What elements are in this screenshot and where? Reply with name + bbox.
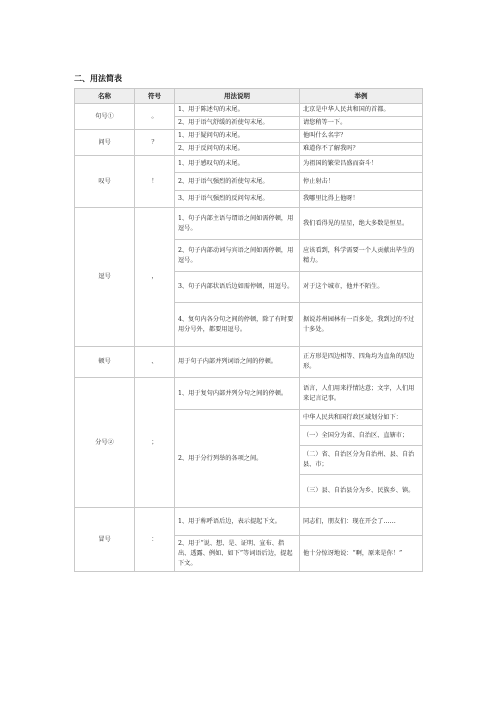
usage-example: 据说苏州园林有一百多处，我到过的不过十多处。 [300, 303, 423, 347]
punctuation-name: 逗号 [75, 208, 135, 347]
table-row [75, 378, 423, 410]
usage-example: 对于这个城市，他并不陌生。 [300, 272, 423, 303]
usage-example: 我们看得见的星星，绝大多数是恒星。 [300, 208, 423, 240]
header-name: 名称 [75, 89, 135, 104]
usage-example: 难道你不了解我吗？ [300, 143, 423, 156]
table-row [75, 156, 423, 173]
usage-example: 语言，人们用来抒情达意；文字，人们用来记言记事。 [300, 378, 423, 410]
usage-description: 1、用于称呼语后边，表示提起下文。 [175, 508, 300, 536]
section-title: 二、用法简表 [74, 74, 122, 83]
usage-description: 2、用于语气强烈的祈使句末尾。 [175, 173, 300, 191]
usage-description: 2、用于反问句的末尾。 [175, 143, 300, 156]
usage-example: 正方形是四边相等、四角均为直角的四边形。 [300, 347, 423, 378]
usage-example: 他叫什么名字？ [300, 130, 423, 143]
header-example: 举例 [300, 89, 423, 104]
usage-example: （一）全国分为省、自治区、直辖市； [300, 426, 423, 446]
usage-description: 1、用于复句内部并列分句之间的停顿。 [175, 378, 300, 410]
usage-example: 应该看到，科学需要一个人贡献出毕生的精力。 [300, 240, 423, 272]
usage-description: 3、句子内部状语后边如需停顿，用逗号。 [175, 272, 300, 303]
punctuation-name: 问号 [75, 130, 135, 156]
usage-description: 2、用于“说、想、是、证明、宣布、指出、透露、例如、如下”等词语后边，提起下文。 [175, 536, 300, 572]
punctuation-usage-table [74, 88, 423, 572]
usage-description: 2、用于语气舒缓的祈使句末尾。 [175, 117, 300, 130]
usage-description: 2、句子内部动词与宾语之间如需停顿，用逗号。 [175, 240, 300, 272]
punctuation-symbol: ， [135, 208, 175, 347]
usage-example: （二）省、自治区分为自治州、县、自治县、市； [300, 446, 423, 475]
punctuation-symbol: 。 [135, 104, 175, 130]
header-symbol: 符号 [135, 89, 175, 104]
table-row [75, 347, 423, 378]
punctuation-symbol: ！ [135, 156, 175, 208]
usage-example: 为祖国的繁荣昌盛而奋斗！ [300, 156, 423, 173]
usage-description: 3、用于语气强烈的反问句末尾。 [175, 191, 300, 208]
table-body [75, 104, 423, 572]
usage-example: （三）县、自治县分为乡、民族乡、镇。 [300, 475, 423, 508]
usage-example: 请您稍等一下。 [300, 117, 423, 130]
usage-description: 2、用于分行列举的各项之间。 [175, 410, 300, 508]
punctuation-name: 顿号 [75, 347, 135, 378]
usage-description: 1、用于疑问句的末尾。 [175, 130, 300, 143]
punctuation-symbol: ； [135, 378, 175, 508]
punctuation-name: 句号① [75, 104, 135, 130]
punctuation-name: 叹号 [75, 156, 135, 208]
table-header-row [75, 89, 423, 104]
punctuation-symbol: 、 [135, 347, 175, 378]
usage-example: 同志们，朋友们：现在开会了…… [300, 508, 423, 536]
table-row [75, 508, 423, 536]
usage-description: 4、复句内各分句之间的停顿，除了有时要用分号外，都要用逗号。 [175, 303, 300, 347]
usage-description: 1、句子内部主语与谓语之间如需停顿，用逗号。 [175, 208, 300, 240]
usage-example: 我哪里比得上他呀！ [300, 191, 423, 208]
usage-example: 中华人民共和国行政区域划分如下： [300, 410, 423, 426]
punctuation-name: 分号② [75, 378, 135, 508]
usage-description: 用于句子内部并列词语之间的停顿。 [175, 347, 300, 378]
table-row [75, 130, 423, 143]
punctuation-name: 冒号 [75, 508, 135, 572]
punctuation-symbol: ： [135, 508, 175, 572]
usage-description: 1、用于陈述句的末尾。 [175, 104, 300, 117]
header-usage: 用法说明 [175, 89, 300, 104]
usage-example: 他十分惊讶地说：“啊，原来是你！” [300, 536, 423, 572]
table-row [75, 104, 423, 117]
usage-example: 停止射击！ [300, 173, 423, 191]
usage-example: 北京是中华人民共和国的首都。 [300, 104, 423, 117]
table-row [75, 208, 423, 240]
usage-description: 1、用于感叹句的末尾。 [175, 156, 300, 173]
punctuation-symbol: ？ [135, 130, 175, 156]
